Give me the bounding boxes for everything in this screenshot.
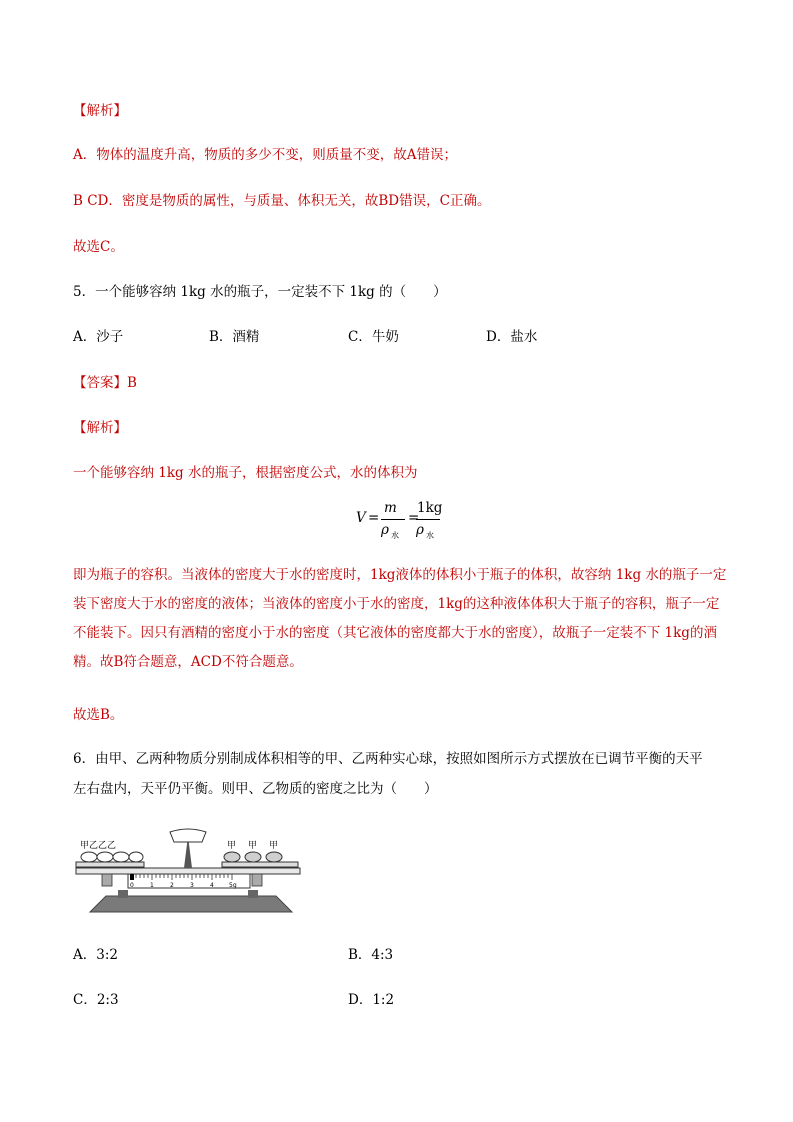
tick-label-3: 3 [190, 882, 194, 889]
balance-beam [76, 868, 300, 874]
q6-option-d: D．1:2 [348, 992, 395, 1008]
formula-sub-2: 水 [426, 531, 434, 540]
analysis-line-a: A．物体的温度升高，物质的多少不变，则质量不变，故A错误； [73, 147, 457, 163]
left-leg [118, 890, 128, 898]
left-nut [102, 874, 112, 886]
balance-figure [72, 828, 304, 914]
fraction-bar-1 [381, 519, 405, 520]
formula-rho-2: ρ [416, 522, 424, 538]
fraction-bar-2 [416, 519, 440, 520]
q6-option-b: B．4:3 [348, 947, 394, 963]
scale-plate [170, 829, 206, 842]
right-balls [224, 852, 282, 862]
formula-1kg: 1kg [417, 500, 443, 516]
analysis-line-bcd: B CD．密度是物质的属性，与质量、体积无关，故BD错误，C正确。 [73, 193, 491, 209]
formula-eq1: = [368, 510, 380, 526]
right-leg [248, 890, 258, 898]
q5-option-d: D．盐水 [486, 329, 538, 345]
right-ball-label-1: 甲 [227, 841, 237, 851]
q6-option-a: A．3:2 [73, 947, 118, 963]
right-nut [252, 874, 262, 886]
formula-m: m [384, 500, 397, 516]
q5-analysis-intro: 一个能够容纳 1kg 水的瓶子，根据密度公式，水的体积为 [73, 465, 418, 481]
analysis-label: 【解析】 [73, 103, 127, 119]
formula-sub-1: 水 [391, 531, 399, 540]
formula-eq2: = [408, 510, 420, 526]
tick-label-0: 0 [130, 882, 134, 889]
q5-stem: 5．一个能够容纳 1kg 水的瓶子，一定装不下 1kg 的（ ） [73, 284, 447, 300]
q5-option-a: A．沙子 [73, 329, 124, 345]
q5-answer: 【答案】B [73, 375, 137, 391]
formula-rho-1: ρ [381, 522, 389, 538]
q6-stem-line2: 左右盘内，天平仍平衡。则甲、乙物质的密度之比为（ ） [73, 781, 438, 797]
q5-option-b: B．酒精 [209, 329, 260, 345]
analysis-conclusion: 故选C。 [73, 239, 124, 255]
tick-label-5: 5g [229, 882, 237, 889]
right-pan [222, 862, 298, 867]
left-pan [76, 862, 144, 867]
q5-conclusion: 故选B。 [73, 707, 124, 723]
q5-analysis-label: 【解析】 [73, 420, 127, 436]
density-formula [356, 500, 446, 544]
right-ball-label-2: 甲 [248, 841, 258, 851]
formula-v: V [356, 510, 366, 526]
tick-label-4: 4 [210, 882, 214, 889]
q5-option-c: C．牛奶 [348, 329, 399, 345]
q5-analysis-body: 即为瓶子的容积。当液体的密度大于水的密度时，1kg液体的体积小于瓶子的体积，故容纳 1kg 水的瓶子一定装下密度大于水的密度的液体；当液体的密度小于水的密度，1kg的这种液体体积大于瓶子的容积，瓶子一定不能装下。因只有酒精的密度小于水的密度（其它液体的密度都大于水的密度），故瓶子一定装不下 1kg的酒精。故B符合题意，ACD不符合题意。 [73, 567, 727, 670]
tick-label-1: 1 [150, 882, 154, 889]
balance-base [90, 896, 292, 912]
right-ball-label-3: 甲 [269, 841, 279, 851]
left-balls [81, 852, 143, 862]
q6-stem-line1: 6．由甲、乙两种物质分别制成体积相等的甲、乙两种实心球，按照如图所示方式摆放在已调节平衡的天平 [73, 751, 703, 767]
q6-option-c: C．2:3 [73, 992, 119, 1008]
left-ball-labels: 甲乙乙乙 [80, 841, 117, 851]
tick-label-2: 2 [170, 882, 174, 889]
rider [130, 874, 134, 880]
